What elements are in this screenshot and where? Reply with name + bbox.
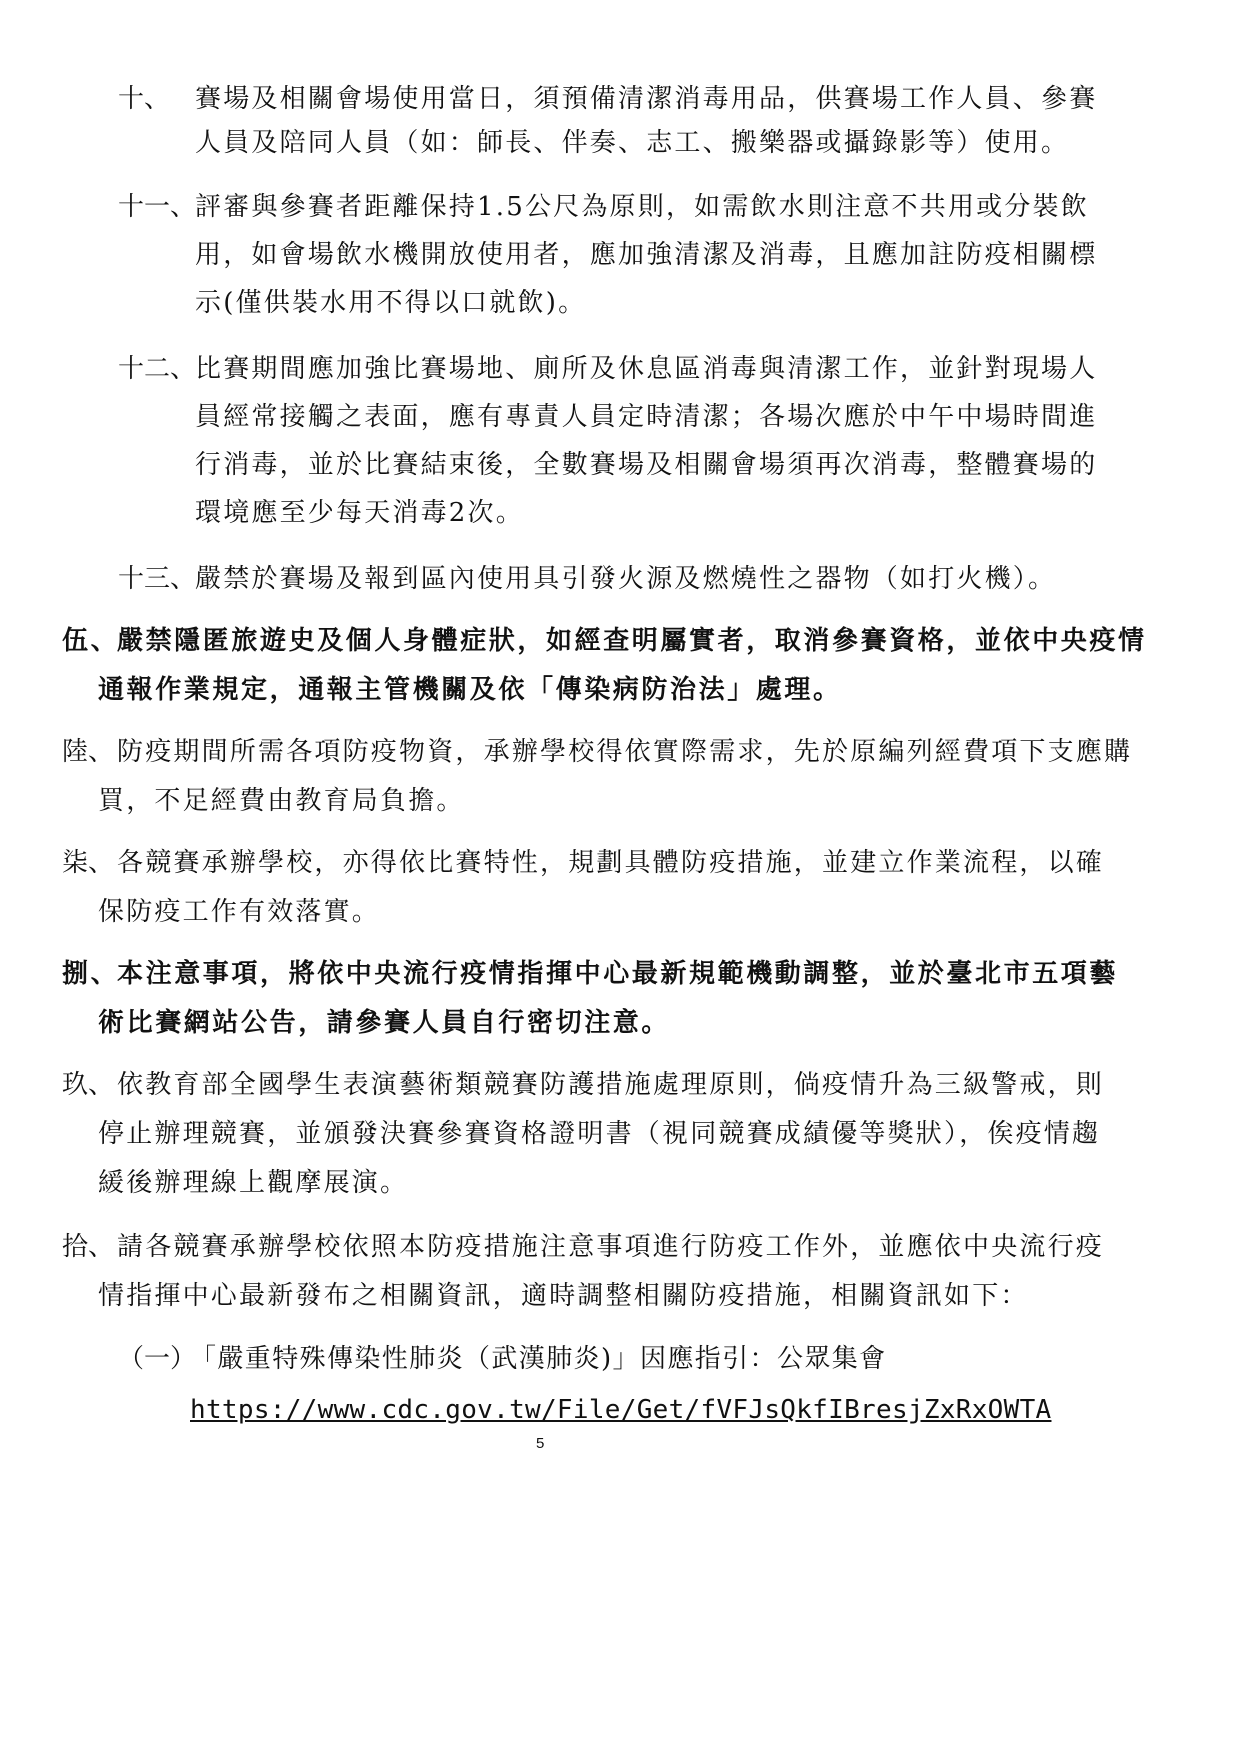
section-marker-8: 捌、 xyxy=(62,959,120,989)
item-11-line-3: 示(僅供裝水用不得以口就飲)。 xyxy=(195,288,587,318)
section-6-line-1: 防疫期間所需各項防疫物資，承辦學校得依實際需求，先於原編列經費項下支應購 xyxy=(117,737,1133,767)
section-10-line-2: 情指揮中心最新發布之相關資訊，適時調整相關防疫措施，相關資訊如下： xyxy=(98,1281,1029,1311)
item-marker-10: 十、 xyxy=(118,84,171,114)
item-12-line-2: 員經常接觸之表面，應有專責人員定時清潔；各場次應於中午中場時間進 xyxy=(195,402,1098,432)
item-10-line-1: 賽場及相關會場使用當日，須預備清潔消毒用品，供賽場工作人員、參賽 xyxy=(195,84,1098,114)
item-13-line-1: 嚴禁於賽場及報到區內使用具引發火源及燃燒性之器物（如打火機）。 xyxy=(195,564,1057,594)
item-marker-11: 十一、 xyxy=(118,192,197,222)
item-marker-13: 十三、 xyxy=(118,564,197,594)
section-marker-6: 陸、 xyxy=(62,737,115,767)
section-7-line-2: 保防疫工作有效落實。 xyxy=(98,897,381,927)
section-marker-5: 伍、 xyxy=(62,626,120,656)
item-10-line-2: 人員及陪同人員（如：師長、伴奏、志工、搬樂器或攝錄影等）使用。 xyxy=(195,128,1070,158)
section-9-line-3: 緩後辦理線上觀摩展演。 xyxy=(98,1168,409,1198)
item-12-line-4: 環境應至少每天消毒2次。 xyxy=(195,498,524,528)
item-11-line-1: 評審與參賽者距離保持1.5公尺為原則，如需飲水則注意不共用或分裝飲 xyxy=(195,192,1089,222)
section-5-line-2: 通報作業規定，通報主管機關及依「傳染病防治法」處理。 xyxy=(98,675,842,705)
page-number: 5 xyxy=(536,1435,545,1452)
section-5-line-1: 嚴禁隱匿旅遊史及個人身體症狀，如經查明屬實者，取消參賽資格，並依中央疫情 xyxy=(117,626,1147,656)
section-10-line-1: 請各競賽承辦學校依照本防疫措施注意事項進行防疫工作外，並應依中央流行疫 xyxy=(117,1232,1105,1262)
section-6-line-2: 買，不足經費由教育局負擔。 xyxy=(98,786,465,816)
sub-item-marker-1: （一） xyxy=(118,1344,197,1374)
section-marker-10: 拾、 xyxy=(62,1232,115,1262)
item-12-line-3: 行消毒，並於比賽結束後，全數賽場及相關會場須再次消毒，整體賽場的 xyxy=(195,450,1098,480)
guideline-link[interactable]: https://www.cdc.gov.tw/File/Get/fVFJsQkfIBresjZxRxOWTA xyxy=(190,1395,1052,1425)
section-7-line-1: 各競賽承辦學校，亦得依比賽特性，規劃具體防疫措施，並建立作業流程，以確 xyxy=(117,848,1105,878)
section-8-line-1: 本注意事項，將依中央流行疫情指揮中心最新規範機動調整，並於臺北市五項藝 xyxy=(117,959,1119,989)
sub-item-1-text: 「嚴重特殊傳染性肺炎（武漢肺炎)」因應指引：公眾集會 xyxy=(190,1344,887,1374)
section-9-line-1: 依教育部全國學生表演藝術類競賽防護措施處理原則，倘疫情升為三級警戒，則 xyxy=(117,1070,1105,1100)
item-12-line-1: 比賽期間應加強比賽場地、廁所及休息區消毒與清潔工作，並針對現場人 xyxy=(195,354,1098,384)
item-marker-12: 十二、 xyxy=(118,354,197,384)
section-8-line-2: 術比賽網站公告，請參賽人員自行密切注意。 xyxy=(98,1008,671,1038)
section-9-line-2: 停止辦理競賽，並頒發決賽參賽資格證明書（視同競賽成績優等獎狀），俟疫情趨 xyxy=(98,1119,1101,1149)
item-11-line-2: 用，如會場飲水機開放使用者，應加強清潔及消毒，且應加註防疫相關標 xyxy=(195,240,1098,270)
section-marker-7: 柒、 xyxy=(62,848,115,878)
section-marker-9: 玖、 xyxy=(62,1070,115,1100)
